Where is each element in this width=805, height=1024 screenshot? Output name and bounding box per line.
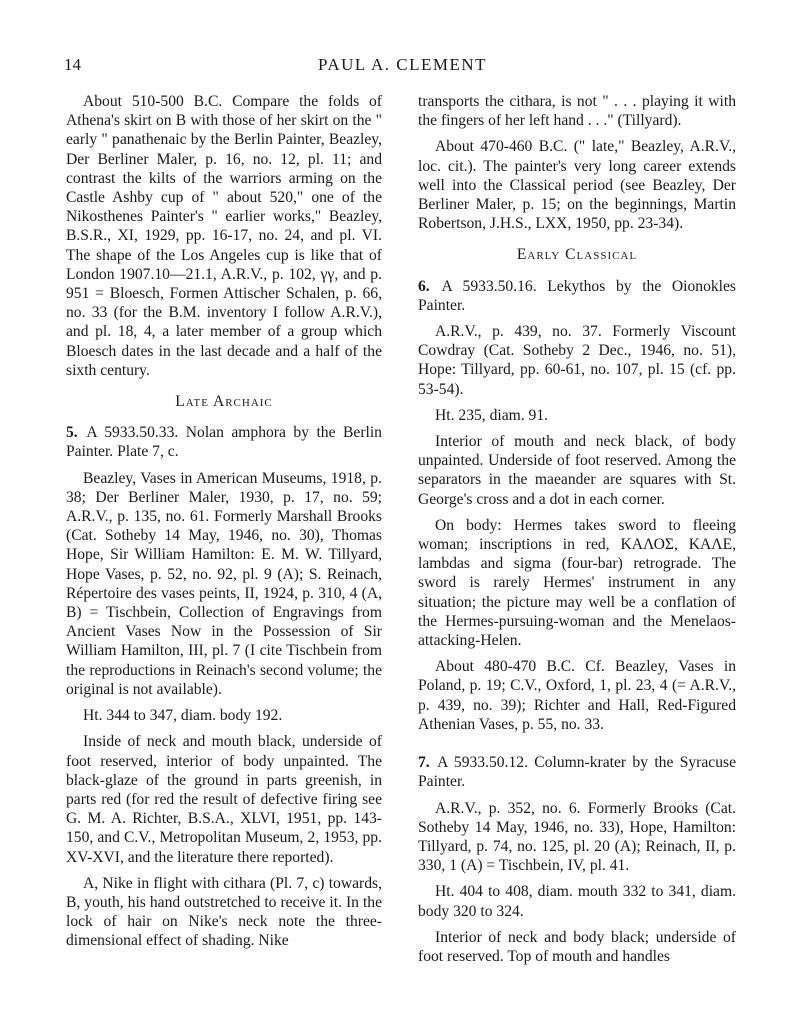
catalog-entry-7-dimensions: Ht. 404 to 408, diam. mouth 332 to 341, diam. body 320 to 324.	[418, 883, 736, 920]
catalog-entry-5-description: Inside of neck and mouth black, underside of foot reserved, interior of body unpainted. The black-glaze of the ground in parts greenish, in parts red (for red the result of defective firing see G. M. A. Richter, B.S.A., XLVI, 1951, pp. 143-150, and C.V., Metropolitan Museum, 2, 1953, pp. XV-XVI, and the literature there reported).	[66, 733, 382, 866]
catalog-entry-7-title	[418, 753, 736, 791]
catalog-entry-6-description: Interior of mouth and neck black, of body unpainted. Underside of foot reserved. Among the separators in the maeander are squares with St. George's cross and a dot in each corner.	[418, 433, 736, 508]
section-heading-late-archaic: Late Archaic	[175, 393, 273, 411]
catalog-entry-6-references: A.R.V., p. 439, no. 37. Formerly Viscount Cowdray (Cat. Sotheby 2 Dec., 1946, no. 51), Hope: Tillyard, pp. 60-61, no. 107, pl. 15 (cf. pp. 53-54).	[418, 323, 736, 398]
catalog-entry-5-scene: A, Nike in flight with cithara (Pl. 7, c) towards, B, youth, his hand outstretched to receive it. In the lock of hair on Nike's neck note the three-dimensional effect of shading. Nike	[66, 874, 382, 950]
catalog-entry-5-title	[66, 423, 382, 461]
catalog-title-5: A 5933.50.33. Nolan amphora by the Berlin Painter. Plate 7, c.	[66, 424, 382, 461]
paragraph-date-470: About 470-460 B.C. (" late," Beazley, A.R.V., loc. cit.). The painter's very long career extends well into the Classical period (see Beazley, Der Berliner Maler, p. 15; on the beginnings, Martin Robertson, J.H.S., LXX, 1950, pp. 23-34).	[418, 138, 736, 233]
right-column	[418, 92, 736, 973]
page-header	[0, 55, 805, 79]
catalog-entry-6-date: About 480-470 B.C. Cf. Beazley, Vases in Poland, p. 19; C.V., Oxford, 1, pl. 23, 4 (= A.R.V., p. 439, no. 39); Richter and Hall, Red-Figured Athenian Vases, p. 55, no. 33.	[418, 658, 736, 733]
catalog-entry-7-description: Interior of neck and body black; underside of foot reserved. Top of mouth and handles	[418, 928, 736, 965]
page-number: 14	[64, 55, 81, 74]
left-column	[66, 92, 382, 958]
catalog-entry-5-dimensions: Ht. 344 to 347, diam. body 192.	[83, 707, 283, 725]
section-heading-early-classical: Early Classical	[516, 246, 638, 264]
catalog-entry-6-scene: On body: Hermes takes sword to fleeing woman; inscriptions in red, ΚΑΛΟΣ, ΚΑΛΕ, lambdas and sigma (four-bar) retrograde. The sword is rarely Hermes' instrument in any situation; the picture may well be a conflation of the Hermes-pursuing-woman and the Menelaos-attacking-Helen.	[418, 516, 736, 650]
catalog-entry-6-title	[418, 277, 736, 315]
catalog-title-6: A 5933.50.16. Lekythos by the Oionokles Painter.	[418, 277, 736, 314]
catalog-number-7: 7.	[418, 754, 430, 772]
running-head: PAUL A. CLEMENT	[317, 55, 488, 74]
paragraph-date-510: About 510-500 B.C. Compare the folds of Athena's skirt on B with those of her skirt on the " early " panathenaic by the Berlin Painter, Beazley, Der Berliner Maler, p. 16, no. 12, pl. 11; and contrast the kilts of the warriors arming on the Castle Ashby cup of " about 520," one of the Nikosthenes Painter's " earlier works," Beazley, B.S.R., XI, 1929, pp. 16-17, no. 24, and pl. VI. The shape of the Los Angeles cup is like that of London 1907.10—21.1, A.R.V., p. 102, γγ, and p. 951 = Bloesch, Formen Attischer Schalen, p. 66, no. 33 (for the B.M. inventory I follow A.R.V.), and pl. 18, 4, a later member of a group which Bloesch dates in the last decade and a half of the sixth century.	[66, 93, 382, 379]
catalog-entry-5-references: Beazley, Vases in American Museums, 1918, p. 38; Der Berliner Maler, 1930, p. 17, no. 59; A.R.V., p. 135, no. 61. Formerly Marshall Brooks (Cat. Sotheby 14 May, 1946, no. 30), Thomas Hope, Sir William Hamilton: E. M. W. Tillyard, Hope Vases, p. 52, no. 92, pl. 9 (A); S. Reinach, Répertoire des vases peints, II, 1924, p. 310, 4 (A, B) = Tischbein, Collection of Engravings from Ancient Vases Now in the Possession of Sir William Hamilton, III, pl. 7 (I cite Tischbein from the reproductions in Reinach's second volume; the original is not available).	[66, 469, 382, 698]
catalog-number-5: 5.	[66, 424, 78, 442]
paragraph-continuation: transports the cithara, is not " . . . playing it with the fingers of her left hand . . ." (Tillyard).	[418, 93, 736, 130]
catalog-number-6: 6.	[418, 277, 430, 295]
spacer	[418, 741, 736, 751]
catalog-title-7: A 5933.50.12. Column-krater by the Syracuse Painter.	[418, 754, 736, 791]
catalog-entry-6-dimensions: Ht. 235, diam. 91.	[435, 406, 549, 424]
catalog-entry-7-references: A.R.V., p. 352, no. 6. Formerly Brooks (Cat. Sotheby 14 May, 1946, no. 33), Hope, Hamilton: Tillyard, p. 74, no. 125, pl. 20 (A); Reinach, II, p. 330, 1 (A) = Tischbein, IV, pl. 41.	[418, 799, 736, 875]
